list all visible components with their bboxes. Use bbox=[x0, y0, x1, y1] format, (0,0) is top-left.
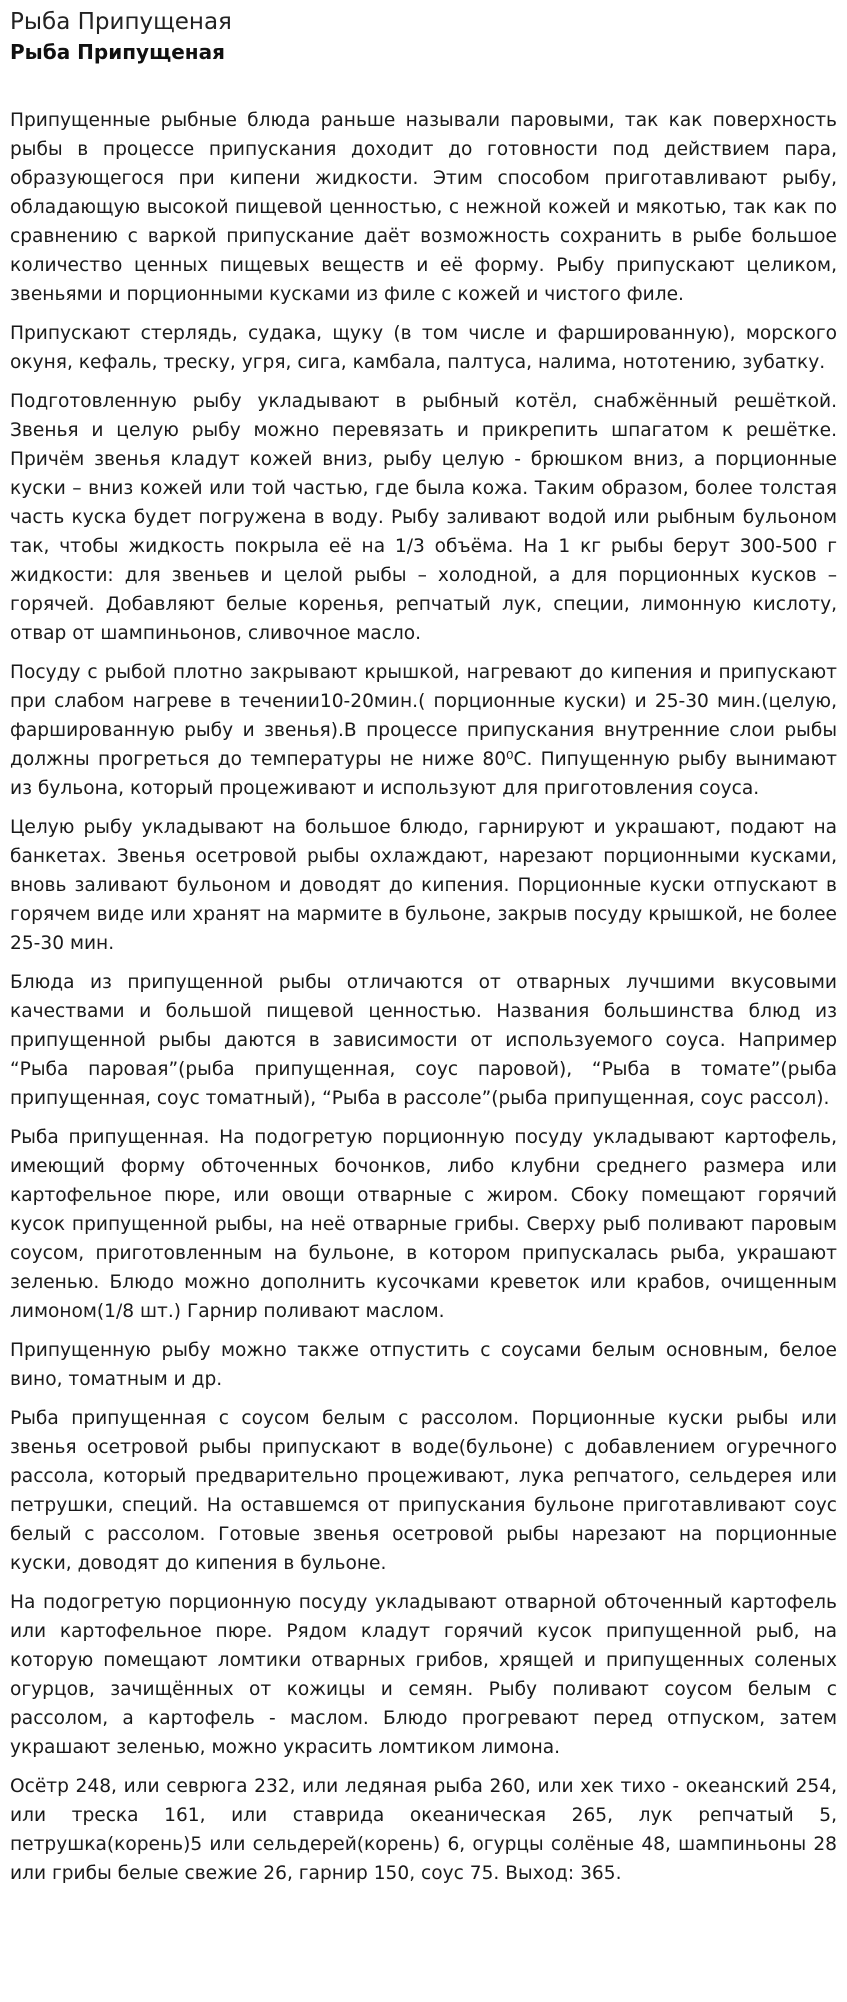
paragraph-sauces: Припущенную рыбу можно также отпустить с соусами белым основным, белое вино, томатным и др. bbox=[10, 1340, 837, 1390]
paragraph-serving: Целую рыбу укладывают на большое блюдо, гарнируют и украшают, подают на банкетах. Звенья осетровой рыбы охлаждают, нарезают порционными кусками, вновь заливают бульоном и доводят до кипения. Порционные куски отпускают в горячем виде или хранят на мармите в бульоне, закрыв посуду крышкой, не более 25-30 мин. bbox=[10, 817, 837, 954]
paragraph-preparation: Подготовленную рыбу укладывают в рыбный котёл, снабжённый решёткой. Звенья и целую рыбу можно перевязать и прикрепить шпагатом к решётке. Причём звенья кладут кожей вниз, рыбу целую - брюшком вниз, а порционные куски – вниз кожей или той частью, где была кожа. Таким образом, более толстая часть куска будет погружена в воду. Рыбу заливают водой или рыбным бульоном так, чтобы жидкость покрыла её на 1/3 объёма. На 1 кг рыбы берут 300-500 г жидкости: для звеньев и целой рыбы – холодной, а для порционных кусков – горячей. Добавляют белые коренья, репчатый лук, специи, лимонную кислоту, отвар от шампиньонов, сливочное масло. bbox=[10, 391, 837, 644]
paragraph-intro: Припущенные рыбные блюда раньше называли паровыми, так как поверхность рыбы в процессе припускания доходит до готовности под действием пара, образующегося при кипени жидкости. Этим способом приготавливают рыбу, обладающую высокой пищевой ценностью, с нежной кожей и мякотью, так как по сравнению с варкой припускание даёт возможность сохранить в рыбе большое количество ценных пищевых веществ и её форму. Рыбу припускают целиком, звеньями и порционными кусками из филе с кожей и чистого филе. bbox=[10, 110, 837, 305]
paragraph-ingredients: Осётр 248, или севрюга 232, или ледяная рыба 260, или хек тихо - океанский 254, или треска 161, или ставрида океаническая 265, лук репчатый 5, петрушка(корень)5 или сельдерей(корень) 6, огурцы солёные 48, шампиньоны 28 или грибы белые свежие 26, гарнир 150, соус 75. Выход: 365. bbox=[10, 1776, 837, 1884]
page-title: Рыба Припущеная bbox=[10, 9, 232, 35]
paragraph-dish-names: Блюда из припущенной рыбы отличаются от отварных лучшими вкусовыми качествами и большой пищевой ценностью. Названия большинства блюд из припущенной рыбы даются в зависимости от используемого соуса. Например “Рыба паровая”(рыба припущенная, соус паровой), “Рыба в томате”(рыба припущенная, соус томатный), “Рыба в рассоле”(рыба припущенная, соус рассол). bbox=[10, 972, 837, 1109]
paragraph-fish-types: Припускают стерлядь, судака, щуку (в том числе и фаршированную), морского окуня, кефаль, треску, угря, сига, камбала, палтуса, налима, нототению, зубатку. bbox=[10, 323, 837, 373]
article-body bbox=[10, 106, 837, 1888]
paragraph-recipe-poached: Рыба припущенная. На подогретую порционную посуду укладывают картофель, имеющий форму обточенных бочонков, либо клубни среднего размера или картофельное пюре, или овощи отварные с жиром. Сбоку помещают горячий кусок припущенной рыбы, на неё отварные грибы. Сверху рыб поливают паровым соусом, приготовленным на бульоне, в котором припускалась рыба, украшают зеленью. Блюдо можно дополнить кусочками креветок или крабов, очищенным лимоном(1/8 шт.) Гарнир поливают маслом. bbox=[10, 1127, 837, 1322]
article-heading: Рыба Припущеная bbox=[10, 40, 225, 64]
paragraph-plating: На подогретую порционную посуду укладывают отварной обточенный картофель или картофельное пюре. Рядом кладут горячий кусок припущенной рыб, на которую помещают ломтики отварных грибов, хрящей и припущенных соленых огурцов, зачищённых от кожицы и семян. Рыбу поливают соусом белым с рассолом, а картофель - маслом. Блюдо прогревают перед отпуском, затем украшают зеленью, можно украсить ломтиком лимона. bbox=[10, 1592, 837, 1758]
paragraph-cooking: Посуду с рыбой плотно закрывают крышкой, нагревают до кипения и припускают при слабом нагреве в течении10-20мин.( порционные куски) и 25-30 мин.(целую, фаршированную рыбу и звенья).В процессе припускания внутренние слои рыбы должны прогреться до температуры не ниже 80⁰С. Пипущенную рыбу вынимают из бульона, который процеживают и используют для приготовления соуса. bbox=[10, 662, 837, 799]
paragraph-recipe-brine-sauce: Рыба припущенная с соусом белым с рассолом. Порционные куски рыбы или звенья осетровой рыбы припускают в воде(бульоне) с добавлением огуречного рассола, который предварительно процеживают, лука репчатого, сельдерея или петрушки, специй. На оставшемся от припускания бульоне приготавливают соус белый с рассолом. Готовые звенья осетровой рыбы нарезают на порционные куски, доводят до кипения в бульоне. bbox=[10, 1408, 837, 1574]
